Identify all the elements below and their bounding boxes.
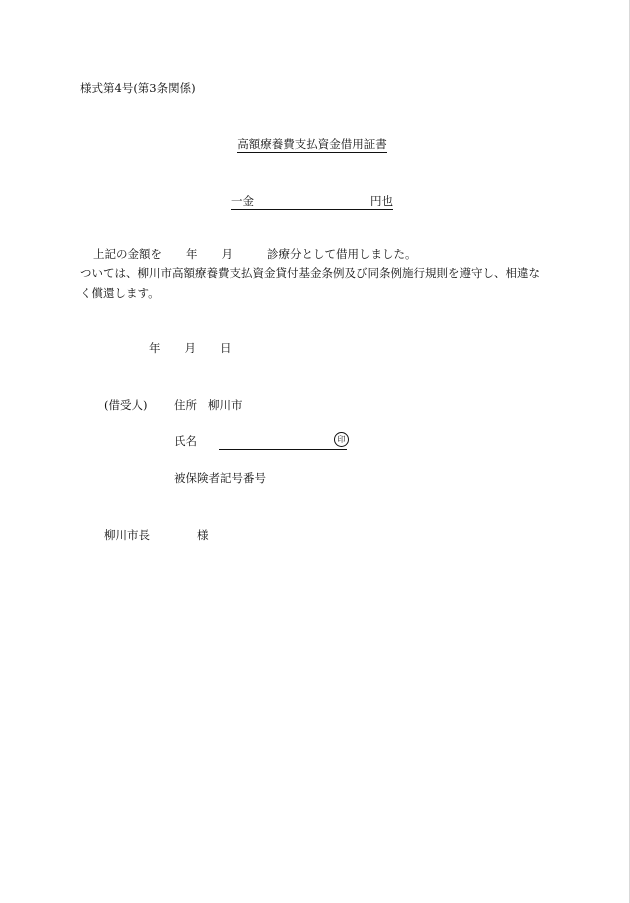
seal-mark: 印	[334, 432, 349, 447]
address-value: 柳川市	[208, 398, 243, 412]
address-label: 住所	[174, 398, 197, 412]
borrower-label: (借受人)	[104, 398, 148, 412]
addressee-name: 柳川市長	[104, 528, 150, 542]
form-number: 様式第4号(第3条関係)	[80, 81, 196, 95]
body-line-1-end: 診療分として借用しました。	[267, 247, 417, 261]
name-label: 氏名	[174, 434, 197, 448]
body-line-1	[80, 247, 417, 261]
body-line-3: く償還します。	[80, 286, 160, 300]
addressee-honorific: 様	[197, 528, 209, 542]
body-line-1-start: 上記の金額を	[93, 247, 162, 261]
body-line-2: ついては、柳川市高額療養費支払資金貸付基金条例及び同条例施行規則を遵守し、相違な	[80, 266, 540, 280]
name-signature-line	[219, 434, 347, 450]
amount-prefix: 一金	[231, 194, 254, 208]
date-line	[149, 341, 232, 355]
amount-suffix: 円也	[370, 194, 393, 208]
document-title-row	[0, 137, 624, 151]
date-month: 月	[184, 341, 196, 355]
date-day: 日	[220, 341, 232, 355]
amount-line	[231, 194, 393, 210]
insured-number-label: 被保険者記号番号	[174, 471, 266, 485]
body-line-1-month: 月	[221, 247, 233, 261]
body-line-1-year: 年	[186, 247, 198, 261]
document-title: 高額療養費支払資金借用証書	[237, 137, 387, 151]
date-year: 年	[149, 341, 161, 355]
